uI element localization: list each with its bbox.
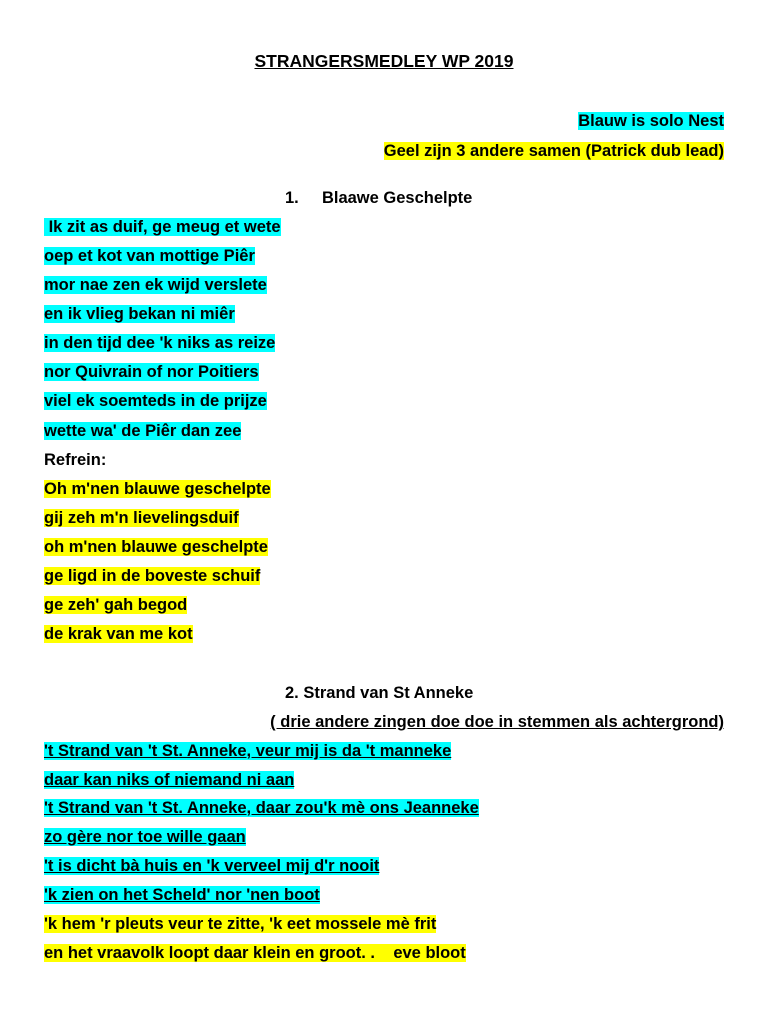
song1-refrain-line [44,507,239,529]
song2-verse-line [44,769,294,791]
song1-verse-line [44,390,267,412]
lyric-text: nor Quivrain of nor Poitiers [44,363,259,381]
lyric-text: in den tijd dee 'k niks as reize [44,334,276,352]
lyric-text: oep et kot van mottige Piêr [44,247,255,265]
song1-verse-line [44,274,267,296]
song2-verse-line [44,942,466,964]
song1-refrain-line [44,478,271,500]
song1-refrain-line [44,536,268,558]
legend-yellow [384,140,724,162]
song2-note: ( drie andere zingen doe doe in stemmen als achtergrond) [270,713,724,731]
lyric-text: de krak van me kot [44,625,193,643]
lyric-text: daar kan niks of niemand ni aan [44,771,295,789]
lyric-text: oh m'nen blauwe geschelpte [44,538,268,556]
lyric-text: Oh m'nen blauwe geschelpte [44,480,271,498]
refrain-label: Refrein: [44,451,107,469]
legend-yellow-text: Geel zijn 3 andere samen (Patrick dub lead) [383,142,724,160]
lyric-text: en het vraavolk loopt daar klein en groot. . eve bloot [44,944,466,962]
song2-verse-line [44,913,436,935]
lyric-text: en ik vlieg bekan ni miêr [44,305,235,323]
song2-verse-line [44,884,320,906]
song2-verse-line [44,740,451,762]
song1-verse-line [44,216,281,238]
song1-verse-line [44,420,241,442]
lyric-text: Ik zit as duif, ge meug et wete [44,218,281,236]
lyric-text: zo gère nor toe wille gaan [44,828,246,846]
lyric-text: 'k hem 'r pleuts veur te zitte, 'k eet mossele mè frit [44,915,437,933]
lyric-text: ge zeh' gah begod [44,596,188,614]
legend-blue [578,110,724,132]
song2-verse-line [44,826,246,848]
song2-verse-line [44,797,479,819]
song1-verse-line [44,245,255,267]
lyric-text: gij zeh m'n lievelingsduif [44,509,239,527]
lyric-text: ge ligd in de boveste schuif [44,567,261,585]
song1-refrain-line [44,594,187,616]
lyric-text: viel ek soemteds in de prijze [44,392,267,410]
song1-heading [285,187,472,209]
song2-heading: 2. Strand van St Anneke [285,684,474,702]
song1-heading-title: Blaawe Geschelpte [321,189,473,207]
song1-refrain-line [44,623,193,645]
lyric-text: 't Strand van 't St. Anneke, veur mij is da 't manneke [44,742,452,760]
lyric-text: 't is dicht bà huis en 'k verveel mij d'r nooit [44,857,380,875]
song2-verse-line [44,855,379,877]
song1-verse-line [44,332,275,354]
song1-heading-number: 1. [285,189,299,207]
legend-blue-text: Blauw is solo Nest [578,112,724,130]
lyric-text: 't Strand van 't St. Anneke, daar zou'k mè ons Jeanneke [44,799,479,817]
lyric-text: 'k zien on het Scheld' nor 'nen boot [44,886,320,904]
song1-verse-line [44,361,259,383]
song1-refrain-line [44,565,260,587]
document-title: STRANGERSMEDLEY WP 2019 [254,51,514,71]
song1-verse-line [44,303,235,325]
lyric-text: mor nae zen ek wijd verslete [44,276,267,294]
lyric-text: wette wa' de Piêr dan zee [44,422,242,440]
